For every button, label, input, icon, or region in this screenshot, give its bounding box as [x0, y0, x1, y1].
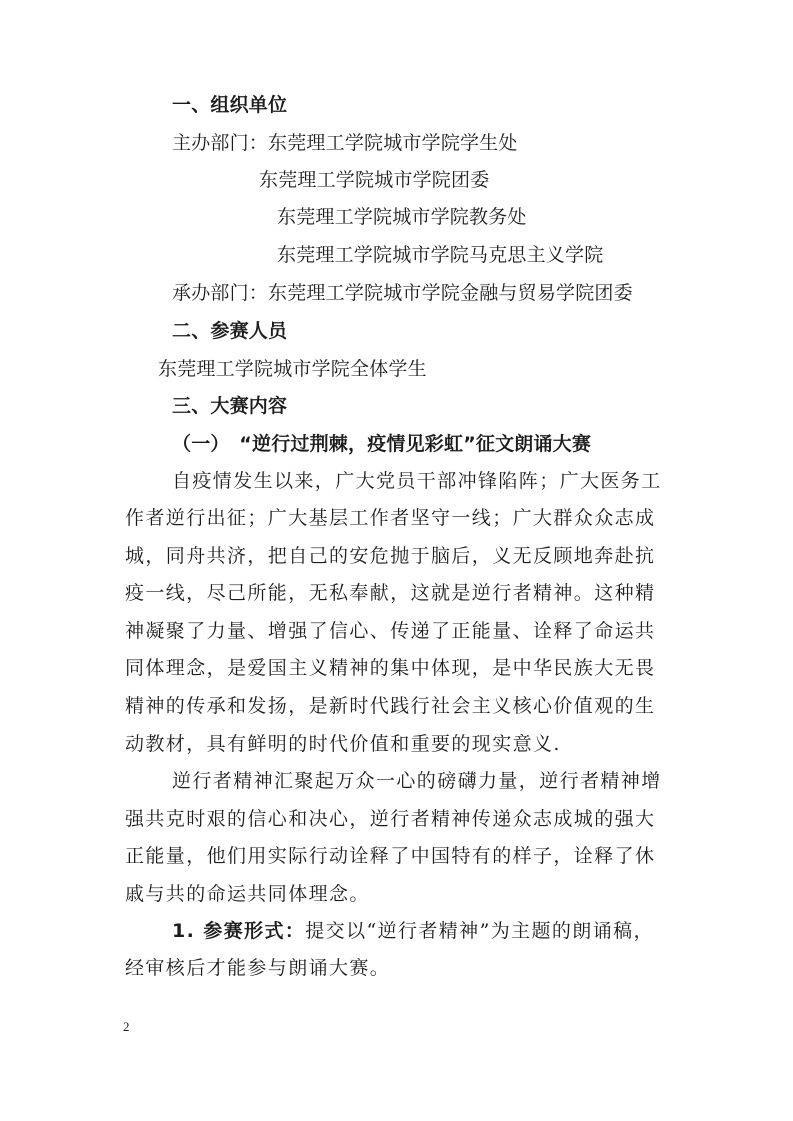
paragraph-line: 强共克时艰的信心和决心，逆行者精神传递众志成城的强大: [125, 808, 656, 830]
section-heading-content: 三、大赛内容: [172, 395, 288, 417]
paragraph-line: 动教材，具有鲜明的时代价值和重要的现实意义.: [125, 733, 561, 755]
host-departments-line: [172, 130, 518, 156]
item-1-text: 提交以“逆行者精神”为主题的朗诵稿，: [305, 920, 654, 942]
host-department: 东莞理工学院城市学院团委: [259, 169, 490, 191]
host-department: 东莞理工学院城市学院教务处: [277, 206, 527, 228]
participants-text: 东莞理工学院城市学院全体学生: [158, 358, 427, 380]
section-heading-organization: 一、组织单位: [172, 94, 288, 116]
item-1-label: 1. 参赛形式：: [172, 920, 306, 942]
paragraph-line: 戚与共的命运共同体理念。: [125, 883, 370, 905]
host-department: 东莞理工学院城市学院学生处: [268, 132, 518, 154]
paragraph-line: 神凝聚了力量、增强了信心、传递了正能量、诠释了命运共: [125, 620, 656, 642]
organizer-line: [172, 280, 633, 306]
host-department: 东莞理工学院城市学院马克思主义学院: [277, 244, 604, 266]
paragraph-line: 逆行者精神汇聚起万众一心的磅礴力量，逆行者精神增: [172, 770, 662, 792]
organizer-label: 承办部门：: [172, 282, 269, 304]
organizer-department: 东莞理工学院城市学院金融与贸易学院团委: [268, 282, 633, 304]
paragraph-line: 精神的传承和发扬，是新时代践行社会主义核心价值观的生: [125, 695, 656, 717]
section-heading-participants: 二、参赛人员: [172, 320, 288, 342]
item-1-continuation: 经审核后才能参与朗诵大赛。: [125, 957, 391, 979]
paragraph-line: 同体理念，是爱国主义精神的集中体现，是中华民族大无畏: [125, 657, 656, 679]
paragraph-line: 作者逆行出征；广大基层工作者坚守一线；广大群众众志成: [125, 507, 656, 529]
paragraph-line: 正能量，他们用实际行动诠释了中国特有的样子，诠释了休: [125, 845, 656, 867]
page-number: 2: [123, 1019, 130, 1034]
host-label: 主办部门：: [172, 132, 269, 154]
subsection-heading-essay-contest: （一） “逆行过荆棘，疫情见彩虹”征文朗诵大赛: [172, 433, 592, 455]
paragraph-line: 疫一线，尽己所能，无私奉献，这就是逆行者精神。这种精: [125, 582, 656, 604]
item-1-line: [172, 918, 654, 944]
paragraph-line: 自疫情发生以来，广大党员干部冲锋陷阵；广大医务工: [172, 470, 662, 492]
paragraph-line: 城，同舟共济，把自己的安危抛于脑后，义无反顾地奔赴抗: [125, 545, 656, 567]
